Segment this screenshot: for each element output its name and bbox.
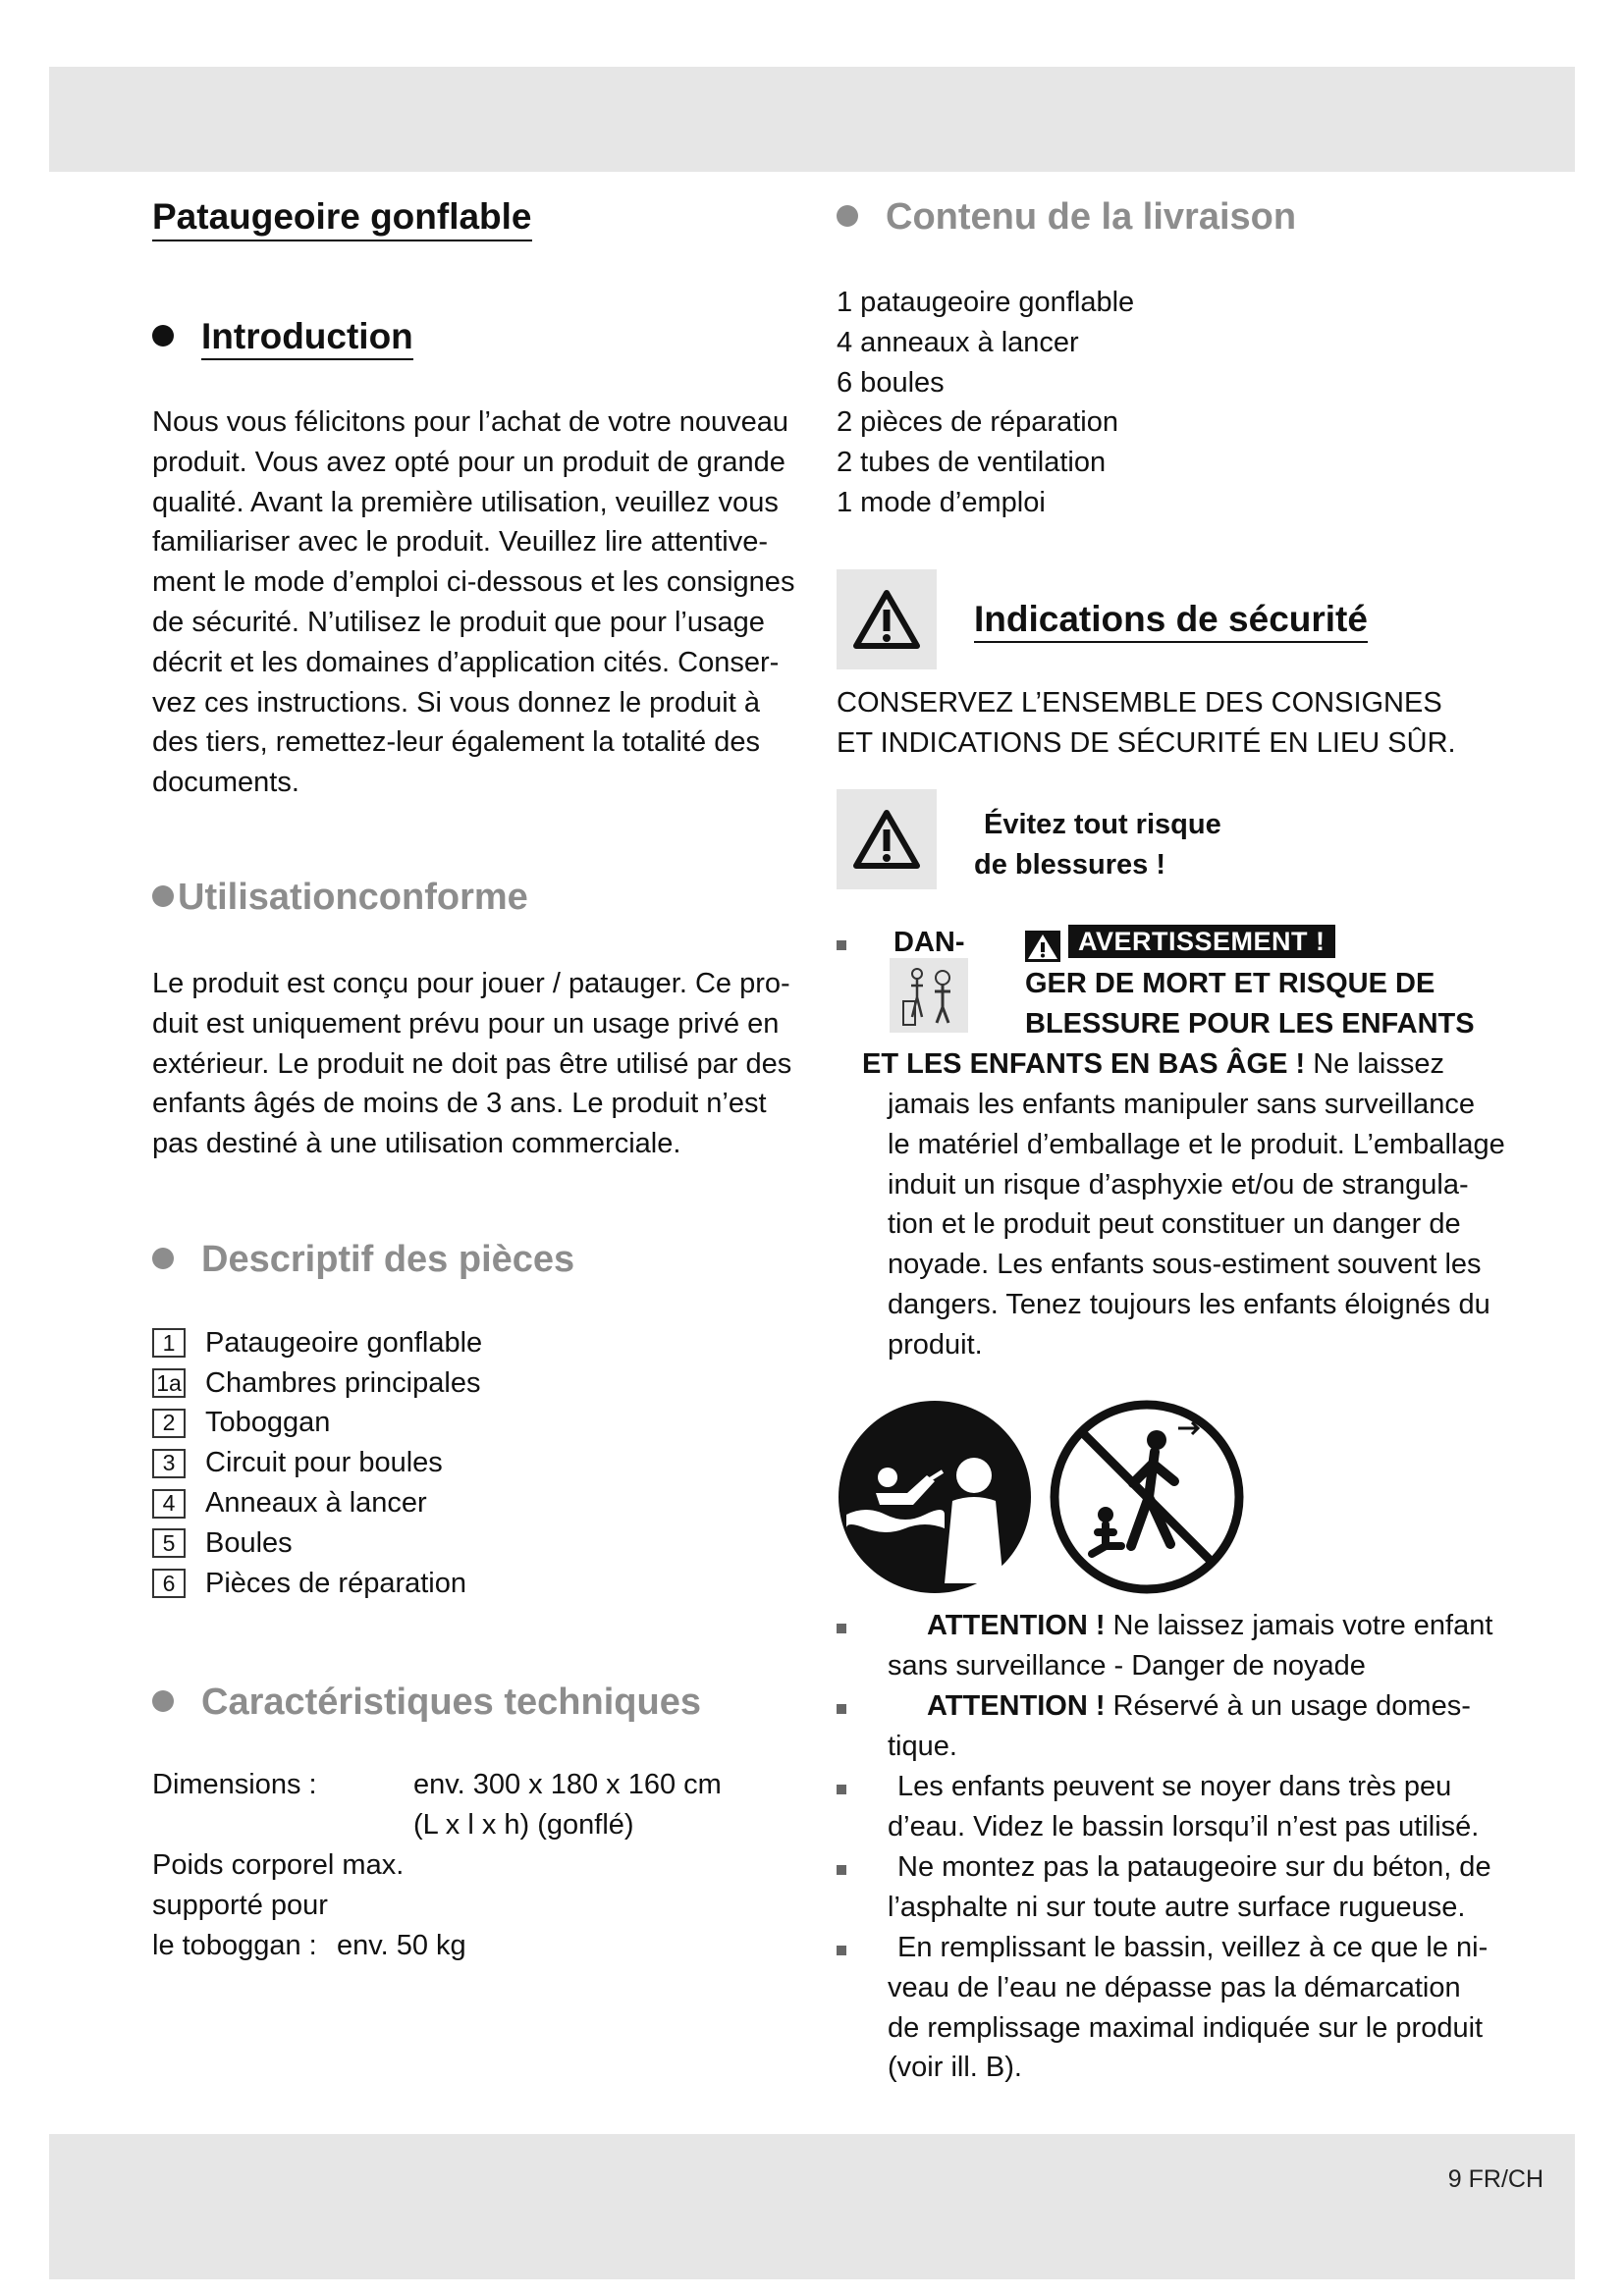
evitez-heading: [974, 805, 1221, 885]
heading-caracteristiques: [152, 1682, 701, 1724]
caps-line: ET INDICATIONS DE SÉCURITÉ EN LIEU SÛR.: [837, 726, 1456, 759]
weight-line: Poids corporel max.: [152, 1849, 405, 1881]
list-item: 2 tubes de ventilation: [837, 447, 1107, 479]
text-line: d’eau. Videz le bassin lorsqu’il n’est pas utilisé.: [888, 1810, 1480, 1842]
text-line: En remplissant le bassin, veillez à ce que le ni-: [897, 1932, 1489, 1963]
part-number: 1a: [152, 1368, 186, 1398]
bullet-5: [888, 1928, 1488, 2088]
square-bullet-icon: [837, 1785, 846, 1794]
attention-label: ATTENTION !: [927, 1610, 1106, 1641]
part-label: Boules: [205, 1526, 293, 1559]
attention-bullet-2: [888, 1686, 1471, 1767]
weight-value: env. 50 kg: [337, 1930, 466, 1961]
danger-line: GER DE MORT ET RISQUE DE: [1025, 968, 1435, 999]
text-line: pas destiné à une utilisation commerciale.: [152, 1128, 681, 1160]
parts-list: [152, 1323, 482, 1604]
list-item: 1 mode d’emploi: [837, 486, 1046, 518]
part-number: 1: [152, 1328, 186, 1358]
attention-bullet-1: [888, 1606, 1492, 1686]
text-line: tique.: [888, 1730, 957, 1762]
text-line: Les enfants peuvent se noyer dans très peu: [897, 1771, 1452, 1802]
text-line: produit. Vous avez opté pour un produit de grande: [152, 446, 785, 478]
danger-line3-bold: ET LES ENFANTS EN BAS ÂGE !: [862, 1048, 1306, 1080]
dimensions-note: (L x l x h) (gonflé): [413, 1809, 634, 1841]
heading-pieces-text: Descriptif des pièces: [201, 1239, 575, 1280]
part-label: Circuit pour boules: [205, 1447, 443, 1479]
text-line: extérieur. Le produit ne doit pas être utilisé par des: [152, 1047, 792, 1080]
danger-prefix: DAN-: [893, 927, 965, 958]
list-item: 2 pièces de réparation: [837, 406, 1118, 439]
heading-utilisation: [152, 877, 528, 919]
heading-introduction: [152, 316, 413, 357]
securite-caps: [837, 683, 1456, 764]
text-line: documents.: [152, 767, 299, 799]
heading-contenu: [837, 196, 1296, 239]
danger-line3-rest: Ne laissez: [1305, 1048, 1444, 1080]
caps-line: CONSERVEZ L’ENSEMBLE DES CONSIGNES: [837, 687, 1442, 719]
text-line: des tiers, remettez-leur également la totalité des: [152, 726, 760, 759]
header-band: [49, 67, 1575, 172]
footer-band: [49, 2134, 1575, 2279]
bullet-dot-icon: [152, 1690, 174, 1712]
text-line: noyade. Les enfants sous-estiment souvent les: [888, 1249, 1482, 1281]
part-label: Pataugeoire gonflable: [205, 1326, 483, 1359]
text-line: Le produit est conçu pour jouer / patauger. Ce pro-: [152, 968, 790, 999]
square-bullet-icon: [837, 1946, 846, 1955]
weight-label: le toboggan :: [152, 1930, 317, 1961]
part-number: 4: [152, 1489, 186, 1519]
bullet-dot-icon: [152, 1248, 174, 1269]
text-line: veau de l’eau ne dépasse pas la démarcation: [888, 1971, 1461, 2003]
text-line: duit est uniquement prévu pour un usage privé en: [152, 1007, 780, 1040]
text-line: Ne montez pas la pataugeoire sur du béton, de: [897, 1851, 1491, 1883]
heading-caracteristiques-text: Caractéristiques techniques: [201, 1682, 701, 1723]
text-line: jamais les enfants manipuler sans surveillance: [888, 1089, 1476, 1120]
text-line: de remplissage maximal indiquée sur le produit: [888, 2011, 1484, 2044]
no-leaving-child-pictogram: [1049, 1399, 1245, 1595]
text-line: vez ces instructions. Si vous donnez le produit à: [152, 686, 760, 719]
warning-triangle-icon: [852, 809, 921, 870]
no-unsupervised-swimming-pictogram: [837, 1399, 1033, 1595]
part-label: Chambres principales: [205, 1366, 481, 1399]
attention-label: ATTENTION !: [927, 1690, 1106, 1722]
bullet-dot-icon: [152, 885, 174, 907]
weight-line: supporté pour: [152, 1890, 328, 1921]
text-line: ment le mode d’emploi ci-dessous et les consignes: [152, 566, 795, 599]
heading-introduction-text: Introduction: [201, 316, 413, 360]
part-label: Pièces de réparation: [205, 1567, 466, 1599]
evitez-line: de blessures !: [974, 848, 1166, 881]
text-line: le matériel d’emballage et le produit. L’emballage: [888, 1128, 1505, 1160]
part-number: 6: [152, 1569, 186, 1598]
warning-box: [837, 789, 937, 889]
child-warning-pictogram: [890, 958, 968, 1033]
list-item: [152, 1564, 482, 1604]
bullet-4: [888, 1847, 1491, 1928]
contenu-list: [837, 283, 1134, 523]
text-line: tion et le produit peut constituer un danger de: [888, 1208, 1461, 1241]
square-bullet-icon: [837, 940, 846, 950]
page-title: Pataugeoire gonflable: [152, 196, 532, 241]
part-label: Anneaux à lancer: [205, 1487, 427, 1520]
text-line: enfants âgés de moins de 3 ans. Le produit n’est: [152, 1088, 767, 1120]
text-line: qualité. Avant la première utilisation, veuillez vous: [152, 486, 779, 518]
danger-heading: [1025, 964, 1475, 1044]
heading-securite: [974, 599, 1368, 640]
list-item: [152, 1363, 482, 1404]
bullet-dot-icon: [152, 325, 174, 347]
bullet-text: Réservé à un usage domes-: [1105, 1690, 1471, 1722]
square-bullet-icon: [837, 1624, 846, 1633]
danger-line: BLESSURE POUR LES ENFANTS: [1025, 1007, 1475, 1040]
warning-box: [837, 569, 937, 669]
text-line: (voir ill. B).: [888, 2052, 1022, 2084]
text-line: décrit et les domaines d’application cités. Conser-: [152, 646, 780, 678]
list-item: [152, 1483, 482, 1523]
part-number: 5: [152, 1528, 186, 1558]
square-bullet-icon: [837, 1704, 846, 1714]
danger-paragraph: [888, 1085, 1505, 1365]
list-item: [152, 1323, 482, 1363]
evitez-line: Évitez tout risque: [984, 809, 1221, 840]
dimensions-label: Dimensions :: [152, 1769, 317, 1800]
text-line: Nous vous félicitons pour l’achat de votre nouveau: [152, 406, 789, 438]
text-line: sans surveillance - Danger de noyade: [888, 1649, 1366, 1682]
list-item: [152, 1523, 482, 1564]
part-number: 3: [152, 1449, 186, 1478]
introduction-paragraph: [152, 402, 794, 803]
list-item: 1 pataugeoire gonflable: [837, 287, 1135, 318]
text-line: produit.: [888, 1328, 983, 1361]
square-bullet-icon: [837, 1865, 846, 1875]
dimensions-value: env. 300 x 180 x 160 cm: [413, 1769, 722, 1800]
part-label: Toboggan: [205, 1407, 331, 1439]
heading-contenu-text: Contenu de la livraison: [886, 196, 1297, 238]
bullet-3: [888, 1767, 1479, 1847]
text-line: dangers. Tenez toujours les enfants éloignés du: [888, 1288, 1490, 1320]
avertissement-badge: AVERTISSEMENT !: [1068, 925, 1335, 958]
text-line: induit un risque d’asphyxie et/ou de strangula-: [888, 1168, 1469, 1201]
part-number: 2: [152, 1409, 186, 1438]
heading-utilisation-text: Utilisationconforme: [178, 877, 528, 918]
danger-line3: [862, 1044, 1444, 1085]
text-line: l’asphalte ni sur toute autre surface rugueuse.: [888, 1891, 1466, 1923]
list-item: [152, 1404, 482, 1444]
page-number: 9 FR/CH: [1447, 2165, 1543, 2193]
warning-triangle-icon: [1025, 931, 1060, 962]
heading-securite-text: Indications de sécurité: [974, 599, 1368, 643]
specs-block: [152, 1765, 800, 1971]
bullet-text: Ne laissez jamais votre enfant: [1105, 1610, 1493, 1641]
text-line: de sécurité. N’utilisez le produit que pour l’usage: [152, 606, 765, 638]
warning-badge-row: [1025, 925, 1335, 962]
bullet-dot-icon: [837, 205, 858, 227]
child-pictogram-icon: [890, 958, 968, 1033]
list-item: 4 anneaux à lancer: [837, 326, 1079, 358]
text-line: familiariser avec le produit. Veuillez lire attentive-: [152, 526, 768, 559]
list-item: 6 boules: [837, 366, 945, 399]
list-item: [152, 1443, 482, 1483]
heading-pieces: [152, 1239, 574, 1281]
warning-triangle-icon: [852, 589, 921, 650]
utilisation-paragraph: [152, 964, 791, 1164]
